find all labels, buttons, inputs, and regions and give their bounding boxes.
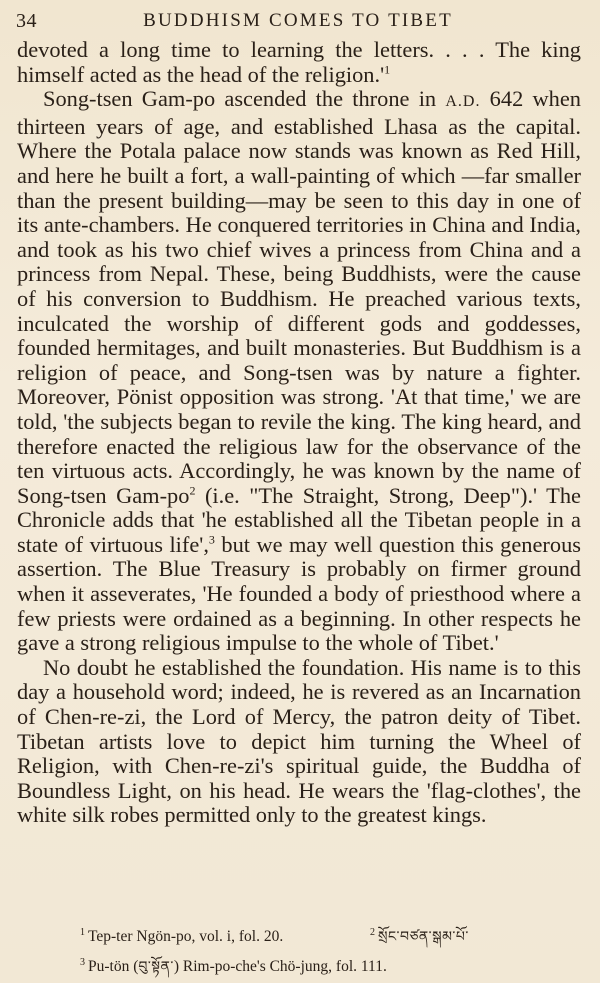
page-header (16, 8, 580, 34)
footnote-3-text-b: ) Rim-po-che's Chö-jung, fol. 111. (173, 958, 387, 975)
era-abbreviation: A.D. (445, 93, 481, 111)
footnote-ref-1: 1 (384, 62, 391, 77)
footnotes (80, 922, 560, 982)
running-head: BUDDHISM COMES TO TIBET (143, 10, 453, 31)
footnote-3-number: 3 (80, 956, 85, 968)
page-number: 34 (16, 10, 37, 32)
footnote-1-number: 1 (80, 926, 85, 938)
continuation-paragraph (17, 38, 581, 87)
paragraph-foundation: No doubt he established the foundation. His name is to this day a household word; indeed, he is revered as an Incarnation of Chen-re-zi, the Lord of Mercy, the patron deity of Tibet. Tibetan artists love to depict him turning the Wheel of Religion, with Chen-re-zi's spiritual guide, the Buddha of Boundless Light, on his head. He wears the 'flag-clothes', the white silk robes permitted only to the greatest kings. (17, 654, 581, 828)
footnote-3-tibetan-text: བུ་སྟོན་ (138, 959, 174, 975)
para1-text-d: but we may well question this generous assertion. The Blue Treasury is probably on firmer ground when it asseverates, 'He founded a body of priesthood where a few priests were ordained as a beginning. In other respects he gave a strong religious impulse to the whole of Tibet.' (17, 531, 581, 656)
footnote-1 (80, 928, 283, 945)
para1-text-b: 642 when thirteen years of age, and established Lhasa as the capital. Where the Potala palace now stands was known as Red Hill, and here he built a fort, a wall-painting of which —far smaller than the present building—may be seen to this day in one of its ante-chambers. He conquered territories in China and India, and took as his two chief wives a princess from China and a princess from Nepal. These, being Buddhists, were the cause of his conversion to Buddhism. He preached various texts, inculcated the worship of different gods and goddesses, founded hermitages, and built monasteries. But Buddhism is a religion of peace, and Song-tsen was by nature a fighter. Moreover, Pönist opposition was strong. 'At that time,' we are told, 'the subjects began to revile the king. The king heard, and therefore enacted the religious law for the observance of the ten virtuous acts. Accordingly, he was known by the name of Song-tsen Gam-po (17, 86, 581, 508)
para1-text-a: Song-tsen Gam-po ascended the throne in (43, 86, 446, 112)
footnote-row-2 (80, 952, 560, 982)
footnote-2-tibetan-text: སྲོང་བཙན་སྒམ་པོ་ (378, 929, 469, 945)
footnote-ref-2: 2 (189, 483, 196, 498)
footnote-ref-3: 3 (208, 532, 215, 547)
body-text (17, 38, 581, 828)
footnote-row-1 (80, 922, 560, 952)
para1-text-c: (i.e. "The Straight, Strong, Deep").' The Chronicle adds that 'he established all the Tibetan people in a state of virtuous life', (17, 482, 581, 557)
continuation-text: devoted a long time to learning the letters. . . . The king himself acted as the head of the religion.' (17, 37, 581, 87)
paragraph-song-tsen (17, 87, 581, 656)
footnote-1-text: Tep-ter Ngön-po, vol. i, fol. 20. (88, 928, 284, 945)
footnote-2 (370, 922, 469, 952)
footnote-3 (80, 958, 387, 975)
footnote-2-number: 2 (370, 926, 375, 938)
footnote-3-text-a: Pu-tön ( (88, 958, 139, 975)
